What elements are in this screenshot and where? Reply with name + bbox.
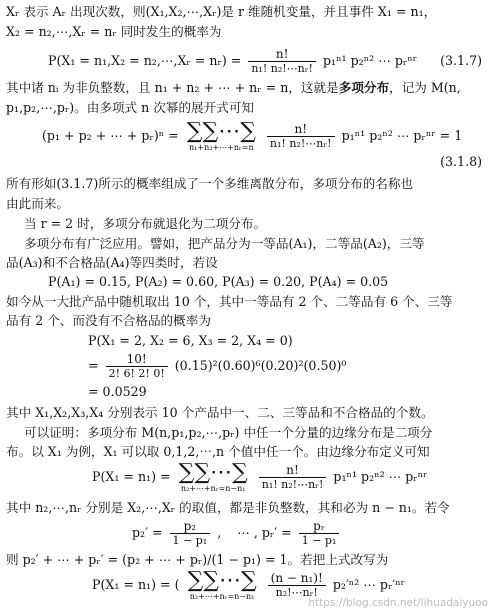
equation-normalized-p: [132, 518, 342, 548]
text-line-17: 则 p₂′ + ⋯ + pᵣ′ = (p₂ + ⋯ + pᵣ)/(1 − p₁) = 1。若把上式改写为: [6, 552, 389, 567]
text-line-5: 所有形如(3.1.7)所示的概率组成了一个多维离散分布，多项分布的名称也: [6, 176, 414, 191]
rewrite-denominator: n₂!⋯nᵣ!: [268, 585, 326, 600]
term-multinomial: 多项分布: [338, 80, 390, 95]
example-denominator: 2! 6! 2! 0!: [106, 366, 168, 381]
eq318-sum: [187, 121, 256, 152]
equation-marginal: [92, 460, 428, 494]
marginal-sum-symbol: ∑∑⋯∑: [178, 460, 248, 485]
text-line-1: Xᵣ 表示 Aᵣ 出现次数，则(X₁,X₂,⋯,Xᵣ)是 r 维随机变量，并且事件 X₁ = n₁，: [6, 4, 437, 19]
example-equals: =: [88, 358, 99, 373]
example-result: = 0.0529: [88, 384, 147, 399]
text-line-3: [6, 80, 461, 96]
text-line-2: X₂ = n₂,⋯,Xᵣ = nᵣ 同时发生的概率为: [6, 24, 222, 39]
example-fraction: [106, 352, 168, 381]
example-expansion: [88, 351, 346, 381]
text-line-4: p₁,p₂,⋯,pᵣ)。由多项式 n 次幂的展开式可知: [6, 100, 255, 115]
text-line-14: 可以证明：多项分布 M(n,p₁,p₂,⋯,pᵣ) 中任一个分量的边缘分布是二项分: [24, 425, 433, 440]
equation-3-1-8: [42, 118, 462, 154]
eq318-fraction: [267, 122, 335, 151]
text-line-3-start: 其中诸 nᵢ 为非负整数，且 n₁ + n₂ + ⋯ + nᵣ = n，这就是: [6, 80, 339, 95]
text-line-13: 其中 X₁,X₂,X₃,X₄ 分别表示 10 个产品中一、二、三等品和不合格品的个数。: [6, 405, 434, 420]
p2-prime-fraction: [170, 519, 211, 548]
text-line-8: 多项分布有广泛应用。譬如，把产品分为一等品(A₁)，二等品(A₂)，三等: [24, 236, 425, 251]
text-line-11: 如今从一大批产品中随机取出 10 个，其中一等品有 2 个、二等品有 6 个、三等: [6, 294, 453, 309]
eq318-sum-condition: n₁+n₂+⋯+nᵣ=n: [189, 143, 254, 152]
ellipsis-separator: , ⋯ ,: [217, 525, 258, 540]
marginal-sum-condition: n₂+⋯+nᵣ=n−n₁: [180, 484, 246, 493]
example-numerator: 10!: [126, 352, 147, 366]
equation-3-1-7: [48, 46, 417, 76]
rewrite-fraction: [268, 571, 326, 600]
example-powers: (0.15)²(0.60)⁶(0.20)²(0.50)⁰: [174, 358, 347, 373]
text-line-9: 品(A₃)和不合格品(A₄)等四类时，若设: [6, 255, 218, 270]
pr-prime-lhs: pᵣ′ =: [261, 525, 292, 540]
eq318-denominator: n₁! n₂!⋯nᵣ!: [267, 136, 335, 151]
marginal-denominator: n₁! n₂!⋯nᵣ!: [259, 477, 327, 492]
eq317-lhs: P(X₁ = n₁,X₂ = n₂,⋯,Xᵣ = nᵣ) =: [48, 53, 242, 68]
eq318-numerator: n!: [294, 122, 308, 136]
pr-prime-numerator: pᵣ: [313, 519, 326, 533]
eq318-sum-symbol: ∑∑⋯∑: [186, 119, 256, 144]
pr-prime-fraction: [299, 519, 340, 548]
text-line-16: 其中 n₂,⋯,nᵣ 分别是 X₂,⋯,Xᵣ 的取值，都是非负整数，其和必为 n − n₁。若令: [6, 500, 450, 515]
eq318-powers: p₁ⁿ¹ p₂ⁿ² ⋯ pᵣⁿʳ = 1: [341, 128, 463, 143]
pr-prime-denominator: 1 − p₁: [299, 533, 340, 548]
p2-prime-lhs: p₂′ =: [132, 525, 163, 540]
marginal-lhs: P(X₁ = n₁) =: [92, 469, 171, 484]
text-line-3-end: ，记为 M(n,: [389, 80, 461, 95]
example-lhs: P(X₁ = 2, X₂ = 6, X₃ = 2, X₄ = 0): [88, 333, 293, 348]
eq317-powers: p₁ⁿ¹ p₂ⁿ² ⋯ pᵣⁿʳ: [323, 53, 418, 68]
equation-number-3-1-7: (3.1.7): [440, 53, 482, 68]
text-line-15: 布。以 X₁ 为例，X₁ 可以取 0,1,2,⋯,n 个值中任一个。由边缘分布定义可知: [6, 444, 430, 459]
marginal-powers: p₁ⁿ¹ p₂ⁿ² ⋯ pᵣⁿʳ: [333, 469, 428, 484]
eq317-numerator: n!: [275, 47, 289, 61]
rewrite-lhs: P(X₁ = n₁) = (: [92, 577, 180, 592]
rewrite-sum-symbol: ∑∑⋯∑: [187, 568, 257, 593]
rewrite-sum: [188, 570, 257, 601]
rewrite-powers: p₂′ⁿ² ⋯ pᵣ′ⁿʳ: [332, 577, 406, 592]
marginal-numerator: n!: [286, 463, 299, 477]
watermark-url: https://blog.csdn.net/lihuadaiyuoo: [308, 597, 488, 609]
eq318-lhs: (p₁ + p₂ + ⋯ + pᵣ)ⁿ =: [42, 128, 179, 143]
rewrite-sum-condition: n₂+⋯+nᵣ=n−n₁: [189, 592, 255, 601]
text-line-12: 品有 2 个、而没有不合格品的概率为: [6, 313, 211, 328]
p2-prime-denominator: 1 − p₁: [170, 533, 211, 548]
marginal-fraction: [259, 463, 327, 492]
rewrite-numerator: (n − n₁)!: [270, 571, 323, 585]
eq317-fraction: [248, 47, 316, 76]
p2-prime-numerator: p₂: [183, 519, 197, 533]
equation-number-3-1-8: (3.1.8): [440, 154, 482, 169]
text-line-7: 当 r = 2 时，多项分布就退化为二项分布。: [24, 216, 267, 231]
probability-values: P(A₁) = 0.15, P(A₂) = 0.60, P(A₃) = 0.20, P(A₄) = 0.05: [48, 274, 389, 289]
eq317-denominator: n₁! n₂!⋯nᵣ!: [248, 61, 316, 76]
marginal-sum: [179, 462, 248, 493]
text-line-6: 由此而来。: [6, 196, 69, 211]
